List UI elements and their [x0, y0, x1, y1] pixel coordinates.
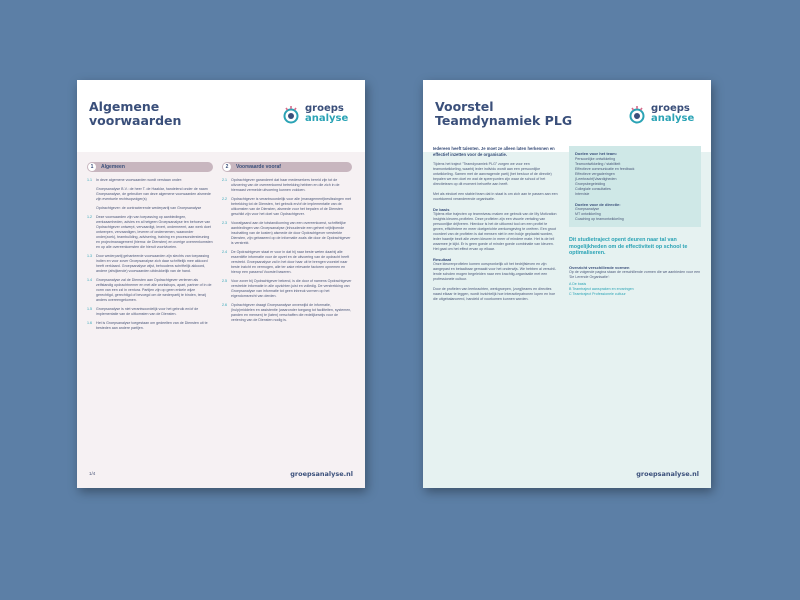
- clause-number: 1.4: [87, 278, 92, 282]
- overview-link[interactable]: B Teamtraject aanspraken en ervaringen: [569, 286, 634, 291]
- definition-text: Opdrachtgever: de contracterende wederpartij van Groepsanalyse: [96, 206, 202, 210]
- logo-word-analyse: analyse: [305, 113, 349, 124]
- section-header: [222, 162, 352, 172]
- overview-text: Op de volgende pagina staan de verschillende vormen die we aanbieden voor een 'De Lerende Organisatie':: [569, 269, 701, 279]
- clause-text: Opdrachtgever garandeert dat haar medewerkers bereid zijn tot de uitvoering van de overeenkomst betrekking hebben en die zich in de hiernaast vermelde uitvoering kunnen voldoen.: [231, 178, 340, 192]
- clause: [87, 254, 213, 274]
- column-left: [87, 162, 213, 335]
- overview-heading: Overzicht verschillende vormen: [569, 264, 630, 270]
- clause: [222, 221, 352, 246]
- goal-item: Effectieve communicatie en feedback: [575, 166, 635, 171]
- section-title: Algemeen: [101, 164, 125, 170]
- page-header: [77, 80, 365, 152]
- page-header: [423, 80, 711, 152]
- logo-word-analyse: analyse: [651, 113, 695, 124]
- clause-number: 2.1: [222, 178, 227, 182]
- clause: [222, 303, 352, 323]
- goal-item: Groepsbegeleiding: [575, 181, 606, 186]
- page-number: 1/4: [89, 471, 96, 476]
- goal-item: Collegiale consultaties: [575, 186, 611, 191]
- groepsanalyse-logo: [627, 102, 701, 130]
- clause-number: 2.6: [222, 303, 227, 307]
- section-number: 1: [88, 163, 96, 171]
- clause-number: 2.5: [222, 279, 227, 283]
- overview-link[interactable]: C Teamtraject Professionele cultuur: [569, 291, 626, 296]
- callout-text: Dit studietraject opent deuren naar tal van mogelijkheden om de effectiviteit op school te optimaliseren.: [569, 237, 688, 256]
- goal-item: Intervisie: [575, 191, 590, 196]
- clause-number: 1.2: [87, 215, 92, 219]
- clause-text: Opdrachtgever draagt Groepsanalyse onverwijld de informatie, (hulp)middelen en assistentie (waaronder toegang tot faciliteiten, systemen, panden en mensen) te (laten) verschaffen die redelijkerwijs voor de verlening van de Diensten nodig is.: [231, 303, 352, 322]
- subheading-basis: De basis: [433, 207, 450, 212]
- clause-text: Voorafgaand aan de totstandkoming van een overeenkomst, schriftelijke aanbiedingen van Groepsanalyse (inhoudende een geheel vrijblijvende inschatting van de kosten) alsmede de door Opdrachtgever verstrekte Diensten, zijn gebaseerd op de informatie zoals die door de Opdrachtgever is verstrekt.: [231, 221, 351, 245]
- clause-number: 1.3: [87, 254, 92, 258]
- goal-item: Effectieve vergaderingen: [575, 171, 615, 176]
- column-right: [569, 146, 701, 297]
- goal-item: MT ontwikkeling: [575, 212, 601, 216]
- clause: [222, 250, 352, 275]
- clause-text: Deze voorwaarden zijn van toepassing op aanbiedingen, werkzaamheden, advies en al hetgeen Groepsanalyse ten behoeve van Opdrachtgever ontwerpt, vervaardigt, levert, onderneemt, aan werk doet ontwerpen, vervaardigen, leveren of ondernemen, waaronder onder(zoek), teambuilding, advisering, training en procesondersteuning en projectmanagement (hierna: de Diensten) en overige overeenkomsten en op alle overeenkomsten die hieruit voortvloeien.: [96, 215, 213, 249]
- column-left: [433, 146, 559, 307]
- goals-team-heading: Doelen voor het team:: [575, 151, 618, 156]
- clause: [222, 279, 352, 299]
- clause-number: 2.4: [222, 250, 227, 254]
- page-title: Voorstel Teamdynamiek PLG: [435, 99, 573, 128]
- proposal-page: [423, 80, 711, 488]
- definition-text: Groepsanalyse B.V.: de heer T. de Haaklar, handelend onder de naam Groepsanalyse, de gebruiker van deze algemene voorwaarden alsmede zijn eventuele rechtsopvolger(s): [96, 187, 211, 201]
- goal-item: (Leerkracht)Vaardigheden: [575, 176, 617, 181]
- paragraph: Met als eindoel een stabiel team dat in staat is om zich aan te passen aan een voortdurend veranderende organisatie.: [433, 192, 558, 201]
- intro-text: Iedereen heeft talenten. Je moet ze alleen laten herkennen en effectief inzetten voor de organisatie.: [433, 146, 555, 157]
- section-number: 2: [223, 163, 231, 171]
- clause-text: Voor zover bij Opdrachtgever bekend, is die door of namens Opdrachtgever verstrekte informatie in alle opzichten juist en volledig. De verstrekking van Groepsanalyse van informatie tot geen inbreuk vormen op het eigendomsrecht van derden.: [231, 279, 352, 298]
- logo-word-groeps: groeps: [305, 103, 344, 114]
- clause: [87, 215, 213, 250]
- clause-text: Het is Groepsanalyse toegestaan om gedeelten van de Diensten uit te besteden aan andere partijen.: [96, 321, 208, 330]
- clause-number: 1.1: [87, 178, 92, 182]
- clause-number: 2.3: [222, 221, 227, 225]
- clause-text: De Opdrachtgever staat er voor in dat hij naar beste weten daarbij alle essentiële informatie voor de opzet en de uitvoering van de opdracht heeft verstrekt. Groepsanalyse zal in het door haar uit te brengen voorstel naar beste inzicht en vermogen, alle ter zake relevante factoren opnemen en hierop een passend Voorstel baseren.: [231, 250, 350, 274]
- paragraph: Door de profielen van leerkrachten, werkgroepen, (zorg)teams en directies naast elkaar te leggen, wordt inzichtelijk hoe interactiepatronen lopen en hoe die uitgebalanceerd, handeld of voorkomen kunnen worden.: [433, 287, 556, 301]
- logo-word-groeps: groeps: [651, 103, 690, 114]
- clause-text: Groepsanalyse zal de Diensten aan Opdrachtgever verlenen als zelfstandig opdrachtnemer en met alle workshops, apart, partner of in de vorm van een zzl in ventura. Partijen zijn op geen enkele wijze gerechtigd, gerechtigd of bevoegd om de wederpartij te binden, tenzij anders overeengekomen.: [96, 278, 212, 302]
- terms-page: [77, 80, 365, 488]
- clause: [222, 178, 352, 193]
- goals-directie-heading: Doelen voor de directie:: [575, 201, 621, 207]
- clause-text: Opdrachtgever is verantwoordelijk voor alle (management)beslissingen met betrekking tot de Diensten, het gebruik en/of de implementatie van de uitkomsten van de Diensten, alsmede voor het bepalen of de Diensten geschikt zijn voor het doel van Opdrachtgever.: [231, 197, 352, 216]
- goal-item: Persoonlijke ontwikkeling: [575, 156, 616, 161]
- clause-text: In deze algemene voorwaarden wordt verstaan onder:: [96, 178, 183, 182]
- footer-url: groepsanalyse.nl: [290, 470, 353, 478]
- clause: [222, 197, 352, 217]
- clause-text: Door wederpartij gehanteerde voorwaarden zijn slechts van toepassing indien en voor zover Groepsanalyse zich daar schriftelijk mee akkoord heeft verklaard. Groepsanalyse wijst, behoudens schriftelijk akkoord, andere (afwijkende) voorwaarden uitdrukkelijk van de hand.: [96, 254, 210, 273]
- goal-item: Groepsanalyse: [575, 207, 600, 211]
- logo-eye-icon: [281, 104, 301, 124]
- clause: [87, 321, 213, 331]
- subheading-result: Resultaat: [433, 257, 452, 262]
- goal-item: Teamontwikkeling / stabiliteit: [575, 161, 621, 166]
- clause: [87, 178, 213, 183]
- column-right: [222, 162, 352, 327]
- groepsanalyse-logo: [281, 102, 355, 130]
- overview-link[interactable]: A De basis: [569, 281, 587, 286]
- goals-box: [569, 146, 701, 227]
- clause-text: Groepsanalyse is niet verantwoordelijk voor het gebruik en/of de implementatie van de uitkomsten van de Diensten.: [96, 307, 199, 316]
- clause-number: 1.5: [87, 307, 92, 311]
- section-title: Voorwaarde vooraf: [236, 164, 281, 170]
- paragraph: Onze kleurenprofielen komen oorspronkelijk uit het bedrijfsleven en zijn aangepast en betaalbaar gemaakt voor het onderwijs. We hebben al verschil-lende scholen mogen begeleiden naar een krachtig-organisatie met een professionele cultuur.: [433, 262, 557, 281]
- clause: [87, 307, 213, 317]
- clause-number: 1.6: [87, 321, 92, 325]
- footer-url: groepsanalyse.nl: [636, 470, 699, 478]
- logo-eye-icon: [627, 104, 647, 124]
- clause: [87, 278, 213, 303]
- section-header: [87, 162, 213, 172]
- paragraph: Tijdens het traject "Teamdynamiek PLG" zorgen we voor een teamontwikkeling, waarbij ieder individu wordt aan een persoonlijke ontwikkeling. Samen met de aanvragende partij (het bestuur of de directie) bepalen we een doel en wat de speerpunten zijn waar de school of het directieteam op dit moment behoefte aan heeft.: [433, 162, 552, 186]
- goal-item: Coaching op teamontwikkeling: [575, 217, 624, 221]
- clause-number: 2.2: [222, 197, 227, 201]
- page-title: Algemene voorwaarden: [89, 99, 182, 128]
- paragraph: Tijdens elke trajecten op teamniveau maken we gebruik van de My Motivation Insights kleuren-profielen. Deze profielen zijn een visuele vertaling van persoonlijke drijfveren. Hierdoor is het de uitkomst tool om een profiel te geven, efficiëntere en meer doelgerichte werkomgeving te creëren. Een groot voordeel van de profielen is dat mensen niet in een hokje geplaatst worden, ieder haantje bezit alle zeven kleuren in meer of mindere mate. Het is de bril waarmee je kijkt. Er is geen goede of minder goede combinatie van kleuren. Het gaat om het effect ervan op elkaar.: [433, 212, 557, 251]
